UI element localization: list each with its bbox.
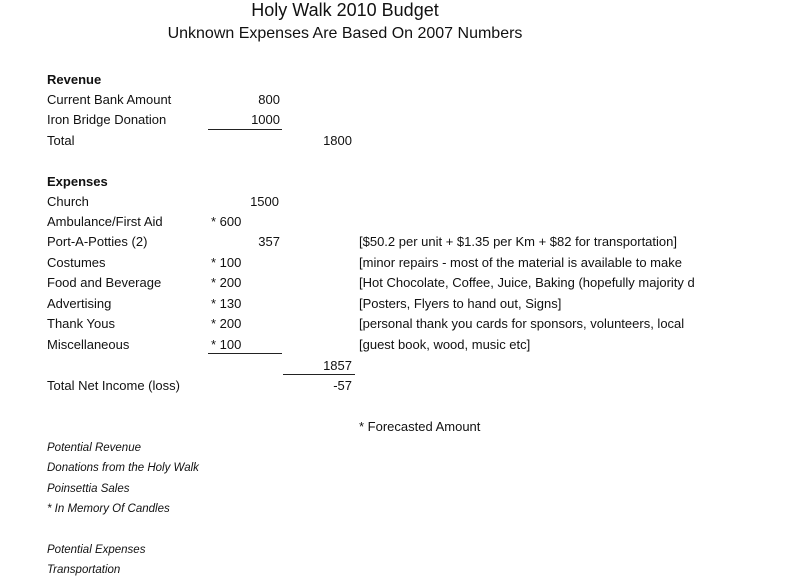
expense-amount-thank-yous: * 200 [211, 316, 242, 331]
revenue-amount-iron-bridge: 1000 [251, 112, 280, 127]
expenses-total-line [283, 374, 355, 375]
potential-revenue-item: Poinsettia Sales [47, 483, 130, 495]
expense-note-port-a-potties: [$50.2 per unit + $1.35 per Km + $82 for transportation] [359, 234, 677, 249]
potential-revenue-item: Donations from the Holy Walk [47, 462, 199, 474]
budget-subtitle: Unknown Expenses Are Based On 2007 Numbers [167, 25, 523, 42]
revenue-total-label: Total [47, 133, 75, 148]
expenses-heading: Expenses [47, 174, 108, 189]
potential-revenue-heading: Potential Revenue [47, 442, 141, 454]
expense-note-costumes: [minor repairs - most of the material is available to make [359, 255, 682, 270]
forecast-footnote: * Forecasted Amount [359, 419, 481, 434]
expense-label-costumes: Costumes [47, 255, 106, 270]
expenses-subtotal-line [208, 353, 282, 354]
expense-amount-advertising: * 130 [211, 296, 242, 311]
expense-note-advertising: [Posters, Flyers to hand out, Signs] [359, 296, 562, 311]
revenue-label-current-bank: Current Bank Amount [47, 92, 172, 107]
revenue-amount-current-bank: 800 [258, 92, 280, 107]
revenue-subtotal-line [208, 129, 282, 130]
expenses-total-value: 1857 [323, 358, 352, 373]
potential-revenue-item: * In Memory Of Candles [47, 503, 170, 515]
expense-label-advertising: Advertising [47, 296, 112, 311]
revenue-total-value: 1800 [323, 133, 352, 148]
potential-expenses-item: Transportation [47, 564, 121, 576]
expense-amount-ambulance: * 600 [211, 214, 242, 229]
expense-label-thank-yous: Thank Yous [47, 316, 115, 331]
expense-note-miscellaneous: [guest book, wood, music etc] [359, 337, 531, 352]
expense-label-church: Church [47, 194, 89, 209]
expense-amount-costumes: * 100 [211, 255, 242, 270]
potential-expenses-heading: Potential Expenses [47, 544, 146, 556]
expense-label-ambulance: Ambulance/First Aid [47, 214, 163, 229]
net-income-label: Total Net Income (loss) [47, 378, 180, 393]
expense-label-food-beverage: Food and Beverage [47, 275, 162, 290]
net-income-value: -57 [333, 378, 352, 393]
expense-note-food-beverage: [Hot Chocolate, Coffee, Juice, Baking (hopefully majority d [359, 275, 695, 290]
expense-label-miscellaneous: Miscellaneous [47, 337, 130, 352]
expense-note-thank-yous: [personal thank you cards for sponsors, volunteers, local [359, 316, 685, 331]
expense-amount-church: 1500 [250, 194, 279, 209]
revenue-heading: Revenue [47, 72, 102, 87]
budget-title: Holy Walk 2010 Budget [251, 0, 439, 20]
revenue-label-iron-bridge: Iron Bridge Donation [47, 112, 167, 127]
expense-amount-food-beverage: * 200 [211, 275, 242, 290]
expense-amount-miscellaneous: * 100 [211, 337, 242, 352]
expense-label-port-a-potties: Port-A-Potties (2) [47, 234, 148, 249]
expense-amount-port-a-potties: 357 [258, 234, 280, 249]
